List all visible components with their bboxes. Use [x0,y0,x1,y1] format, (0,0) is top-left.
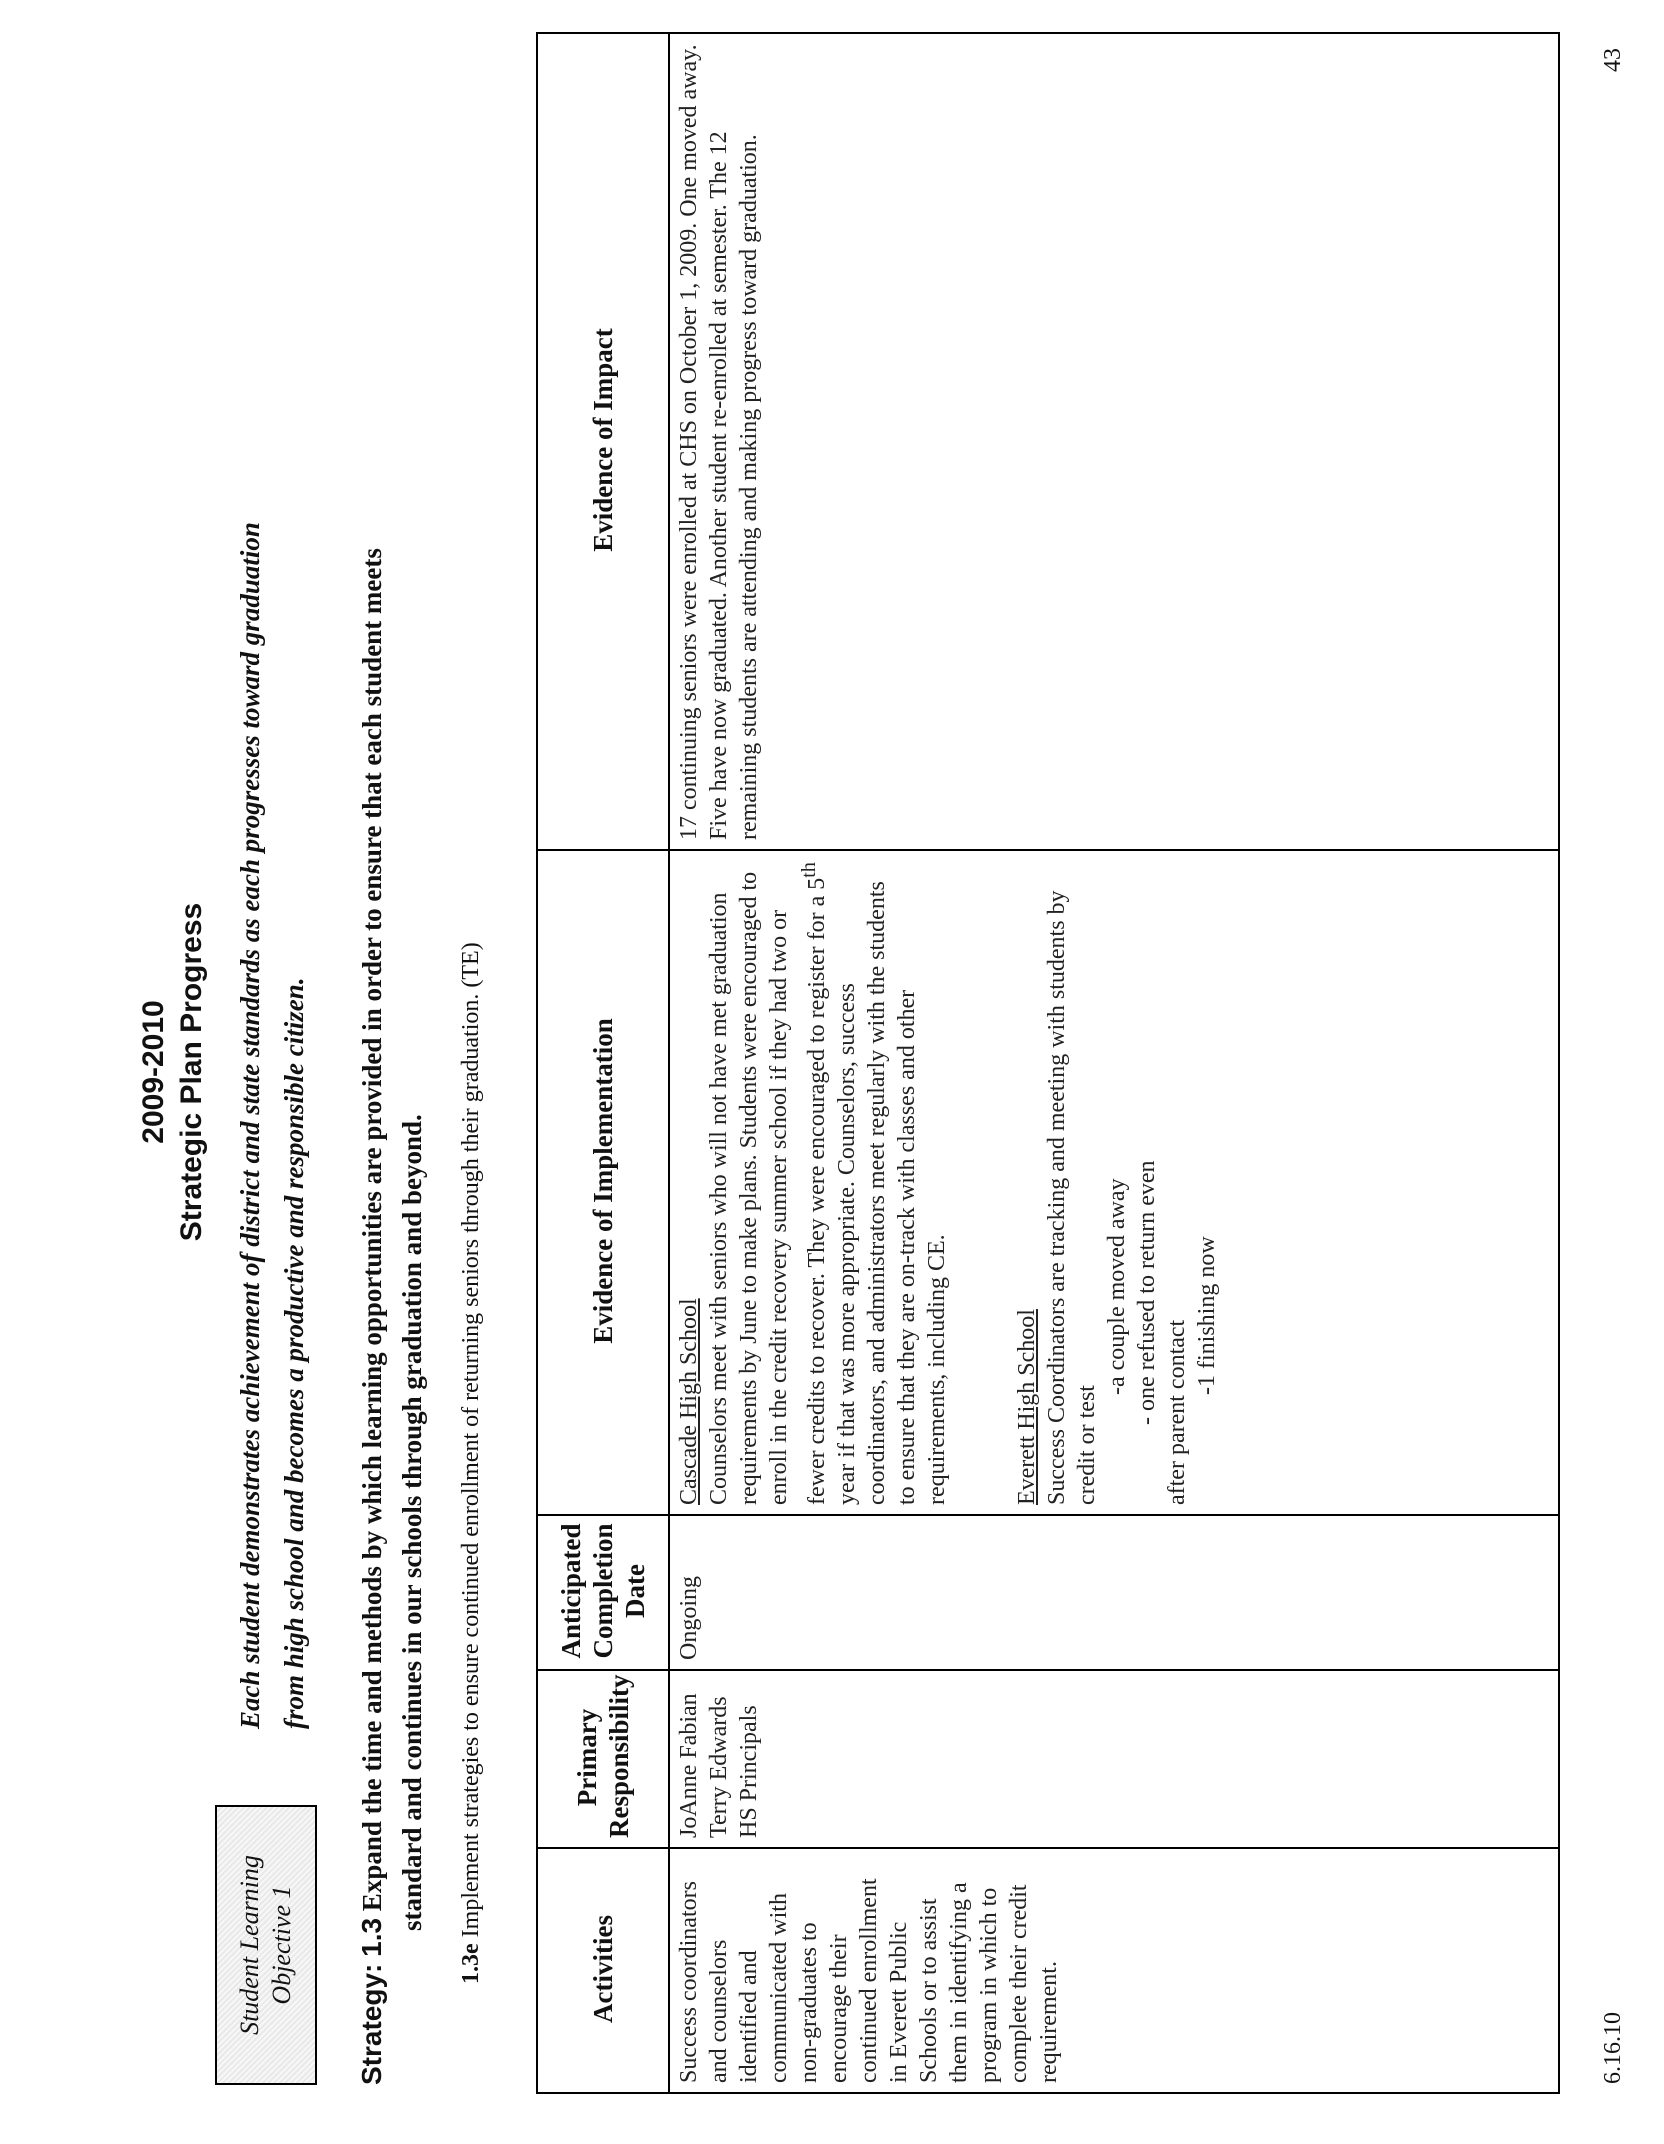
implementation-item-1: -a couple moved away [1104,1178,1130,1395]
cell-implementation [669,850,1559,1515]
page-header [135,0,211,2144]
responsibility-person-3: HS Principals [736,1705,762,1838]
header-responsibility [537,1670,669,1848]
implementation-item-4: -1 finishing now [1194,1236,1220,1395]
responsibility-person-1: JoAnne Fabian [676,1693,702,1838]
strategy-text-line2: standard and continues in our schools through graduation and beyond. [397,1114,427,1931]
footer-date: 6.16.10 [1600,2012,1626,2084]
cell-activities: Success coordinators and counselors identified and communicated with non-graduates to encourage their continued enrollment in Everett Public Schools or to assist them in identifying a program in which to complete their credit requirement. [669,1848,1559,2093]
implementation-text-1a: Counselors meet with seniors who will not have met graduation requirements by June to make plans. Students were encouraged to enroll in the credit recovery summer school if they had two or fewer credits to recover. They were encouraged to register for a 5 [706,871,830,1505]
table-row [669,33,1559,2093]
cell-responsibility [669,1670,1559,1848]
strategy-statement [352,25,432,2085]
sub-strategy-text: Implement strategies to ensure continued enrollment of returning seniors through their graduation. (TE) [458,942,484,1938]
objective-label-box [215,1805,317,2085]
implementation-text-1b: year if that was more appropriate. Counselors, success coordinators, and administrators meet regularly with the students to ensure that they are on-track with classes and other requirements, including CE. [834,881,950,1505]
strategy-label: Strategy: [356,1963,387,2085]
implementation-item-3: after parent contact [1164,1319,1190,1505]
objective-statement-line2: from high school and becomes a productive and responsible citizen. [279,977,309,1729]
objective-statement-line1: Each student demonstrates achievement of district and state standards as each progresses toward graduation [235,522,265,1729]
sub-strategy-number: 1.3e [458,1943,484,1984]
strategy-number: 1.3 [356,1917,387,1957]
header-year: 2009-2010 [137,1000,170,1144]
page-number: 43 [1600,48,1626,72]
header-date-line3: Date [620,1564,650,1618]
header-activities: Activities [537,1848,669,2093]
progress-table [536,32,1560,2094]
implementation-text-1-sup: th [798,862,820,878]
implementation-text-1 [704,857,952,1505]
sub-strategy [455,84,487,1984]
page-title: Strategic Plan Progress [175,902,208,1242]
header-responsibility-line2: Responsibility [604,1674,634,1838]
implementation-item-2: - one refused to return even [1134,1160,1160,1425]
implementation-school-2: Everett High School [1014,1309,1040,1505]
header-impact: Evidence of Impact [537,33,669,850]
responsibility-person-2: Terry Edwards [706,1696,732,1838]
header-responsibility-line1: Primary [572,1708,602,1807]
header-implementation: Evidence of Implementation [537,850,669,1515]
objective-label-line2: Objective 1 [267,1885,296,2005]
header-date-line1: Anticipated [556,1523,586,1659]
cell-completion-date: Ongoing [669,1515,1559,1670]
implementation-text-2: Success Coordinators are tracking and meeting with students by credit or test [1044,890,1100,1505]
header-completion-date [537,1515,669,1670]
objective-statement [228,29,316,1729]
table-header-row [537,33,669,2093]
strategy-text-line1: Expand the time and methods by which learning opportunities are provided in order to ensure that each student meets [357,548,387,1912]
implementation-school-1: Cascade High School [676,1298,702,1505]
objective-label-line1: Student Learning [235,1855,264,2035]
header-date-line2: Completion [588,1523,618,1659]
cell-impact: 17 continuing seniors were enrolled at CHS on October 1, 2009. One moved away. Five have now graduated. Another student re-enrolled at semester. The 12 remaining students are attending and making progress toward graduation. [669,33,1559,850]
implementation-spacer [952,857,1012,1505]
